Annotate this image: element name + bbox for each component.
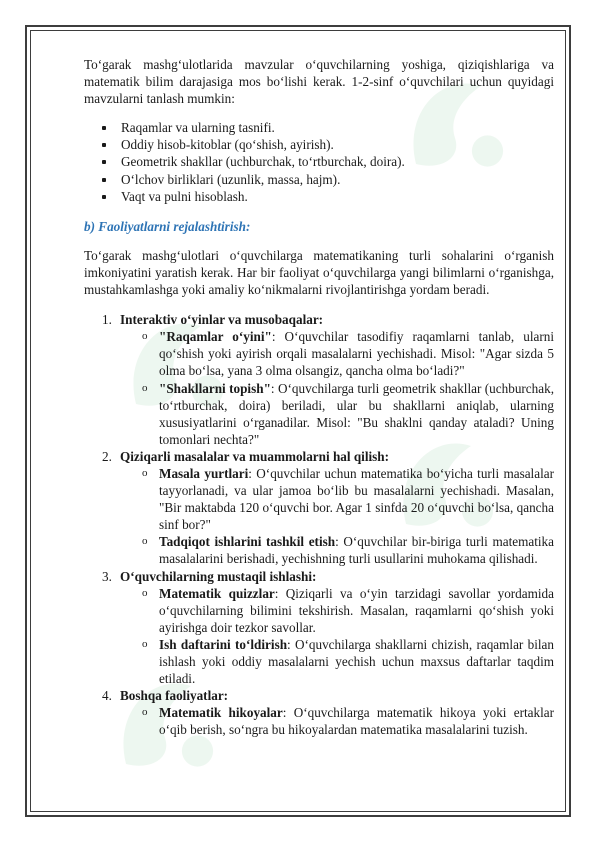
sub-marker: o: [142, 381, 148, 394]
activity-sublist: [84, 704, 554, 738]
activity-group: [84, 311, 554, 328]
list-item: [142, 328, 554, 379]
topics-list: [84, 119, 554, 204]
item-term: Matematik quizzlar: [159, 585, 275, 601]
item-term: "Raqamlar o‘yini": [159, 329, 272, 345]
sub-marker: o: [142, 586, 148, 599]
activity-title: Qiziqarli masalalar va muammolarni hal qilish:: [120, 448, 390, 464]
activity-sublist: [84, 465, 554, 568]
item-text: : O‘quvchilar uchun matematika bo‘yicha turli masalalar tayyorlanadi, va ular jamoa bo‘lib bu masalalarni yechishadi. Masalan, "Bir maktabda 120 o‘quvchi bor. Agar 1 sinfda 20 o‘quvchi bo‘lsa, qancha sinf bor?": [159, 465, 554, 533]
list-item: [142, 704, 554, 738]
sub-marker: o: [142, 466, 148, 479]
list-item: Oddiy hisob-kitoblar (qo‘shish, ayirish).: [84, 136, 554, 153]
item-text: : O‘quvchilarga turli geometrik shakllar (uchburchak, to‘rtburchak, doira) beriladi, ular bu shakllarni aniqlab, ularning xususiyatlarini o‘rganadilar. Misol: "Bu shaklni qanday ataladi? Uning tomonlari nechta?": [159, 380, 554, 447]
sub-marker: o: [142, 637, 148, 650]
item-text: : O‘quvchilar bir-biriga turli matematika masalalarini berishadi, yechishning turli usullarini muhokama qilishadi.: [159, 534, 554, 567]
activity-group: [84, 568, 554, 585]
list-number: 3.: [102, 568, 112, 584]
activities-list: [84, 311, 554, 738]
activity-title: Interaktiv o‘yinlar va musobaqalar:: [120, 312, 324, 328]
item-term: Ish daftarini to‘ldirish: [159, 636, 288, 652]
list-item: Vaqt va pulni hisoblash.: [84, 188, 554, 205]
list-number: 4.: [102, 688, 112, 704]
item-term: Tadqiqot ishlarini tashkil etish: [159, 534, 336, 550]
item-term: Masala yurtlari: [159, 465, 249, 481]
item-text: : O‘quvchilarga shakllarni chizish, raqamlar bilan ishlash yoki oddiy masalalarni yechish uchun maxsus daftarlar taqdim etiladi.: [159, 636, 554, 687]
activity-group: [84, 448, 554, 465]
sub-marker: o: [142, 330, 148, 343]
list-item: O‘lchov birliklari (uzunlik, massa, hajm).: [84, 171, 554, 188]
activity-sublist: [84, 585, 554, 688]
list-number: 1.: [102, 312, 112, 328]
list-item: [142, 380, 554, 448]
list-number: 2.: [102, 448, 112, 464]
item-term: Matematik hikoyalar: [159, 705, 283, 721]
item-text: : O‘quvchilarga matematik hikoya yoki ertaklar o‘qib berish, so‘ngra bu hikoyalardan matematika masalalarini tuzish.: [159, 705, 554, 738]
item-term: "Shakllarni topish": [159, 380, 271, 396]
activity-title: Boshqa faoliyatlar:: [120, 688, 229, 704]
document-body: [84, 56, 554, 738]
list-item: [142, 585, 554, 636]
sub-marker: o: [142, 706, 148, 719]
list-item: Geometrik shakllar (uchburchak, to‘rtburchak, doira).: [84, 153, 554, 170]
list-item: [142, 465, 554, 533]
activity-title: O‘quvchilarning mustaqil ishlashi:: [120, 568, 317, 584]
item-text: : O‘quvchilar tasodifiy raqamlarni tanlab, ularni qo‘shish yoki ayirish orqali masalalarni yechishadi. Misol: "Agar sizda 5 olma bo‘lsa, yana 3 olma olsangiz, qancha olma bo‘ladi?": [159, 329, 554, 379]
activities-paragraph: To‘garak mashg‘ulotlari o‘quvchilarga matematikaning turli sohalarini o‘rganish imkoniyatini yaratish kerak. Har bir faoliyat o‘quvchilarga yangi bilimlarni o‘rganishga, mustahkamlashga yoki amaliy ko‘nikmalarni rivojlantirishga yordam beradi.: [84, 247, 554, 298]
activity-group: [84, 687, 554, 704]
list-item: [142, 533, 554, 567]
section-heading: b) Faoliyatlarni rejalashtirish:: [84, 218, 251, 234]
sub-marker: o: [142, 535, 148, 548]
intro-paragraph: To‘garak mashg‘ulotlarida mavzular o‘quvchilarning yoshiga, qiziqishlariga va matematik bilim darajasiga mos bo‘lishi kerak. 1-2-sinf o‘quvchilari uchun quyidagi mavzularni tanlash mumkin:: [84, 57, 554, 107]
list-item: [142, 636, 554, 687]
list-item: Raqamlar va ularning tasnifi.: [84, 119, 554, 136]
item-text: : Qiziqarli va o‘yin tarzidagi savollar yordamida o‘quvchilarning bilimini tekshirish. Masalan, raqamlarni qo‘shish yoki ayirishga doir tezkor savollar.: [159, 585, 554, 635]
activity-sublist: [84, 328, 554, 448]
